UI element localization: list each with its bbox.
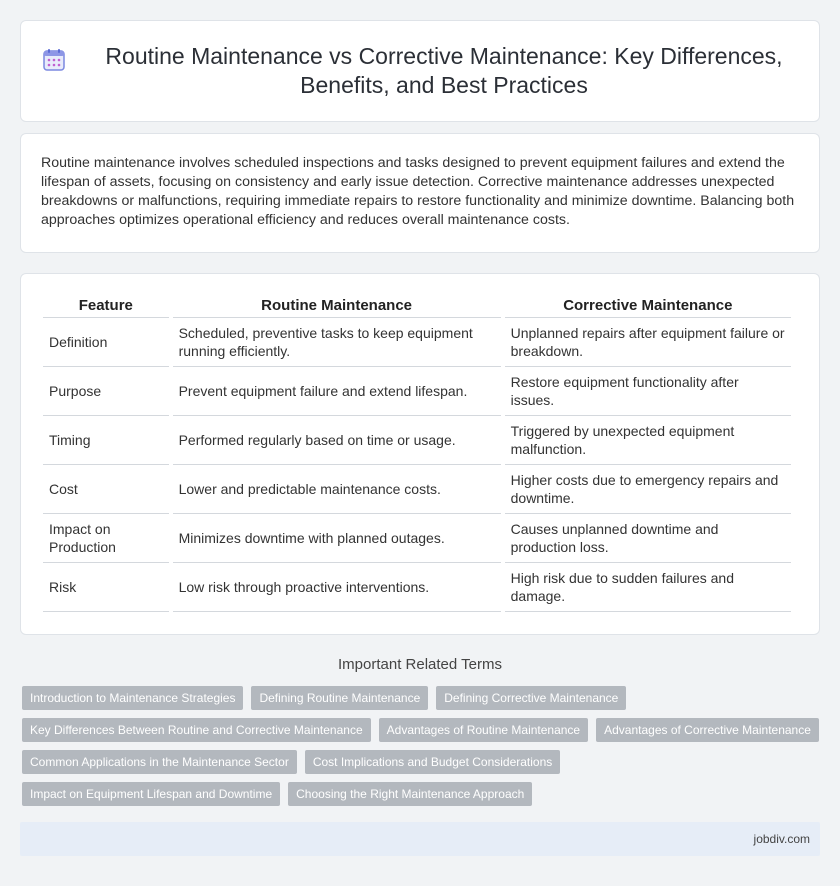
- related-term-tag[interactable]: Common Applications in the Maintenance Sector: [22, 750, 297, 774]
- related-terms-list: [22, 686, 822, 806]
- related-term-tag[interactable]: Advantages of Routine Maintenance: [379, 718, 588, 742]
- footer-site-link[interactable]: jobdiv.com: [753, 832, 810, 846]
- routine-cell: Scheduled, preventive tasks to keep equipment running efficiently.: [173, 318, 501, 367]
- feature-cell: Purpose: [43, 367, 169, 416]
- table-row: [43, 563, 791, 612]
- related-term-tag[interactable]: Choosing the Right Maintenance Approach: [288, 782, 532, 806]
- related-term-tag[interactable]: Advantages of Corrective Maintenance: [596, 718, 819, 742]
- column-header-routine: Routine Maintenance: [173, 296, 501, 318]
- corrective-cell: Triggered by unexpected equipment malfunction.: [505, 416, 791, 465]
- corrective-cell: High risk due to sudden failures and damage.: [505, 563, 791, 612]
- routine-cell: Low risk through proactive interventions.: [173, 563, 501, 612]
- routine-cell: Prevent equipment failure and extend lifespan.: [173, 367, 501, 416]
- feature-cell: Definition: [43, 318, 169, 367]
- footer: [20, 822, 820, 856]
- table-row: [43, 367, 791, 416]
- related-terms-title: Important Related Terms: [338, 656, 502, 673]
- related-term-tag[interactable]: Impact on Equipment Lifespan and Downtime: [22, 782, 280, 806]
- related-term-tag[interactable]: Cost Implications and Budget Considerations: [305, 750, 560, 774]
- intro-paragraph: Routine maintenance involves scheduled inspections and tasks designed to prevent equipment failures and extend the lifespan of assets, focusing on consistency and early issue detection. Corrective maintenance addresses unexpected breakdowns or malfunctions, requiring immediate repairs to restore functionality and minimize downtime. Balancing both approaches optimizes operational efficiency and reduces overall maintenance costs.: [41, 155, 795, 228]
- table-row: [43, 416, 791, 465]
- page-title: Routine Maintenance vs Corrective Maintenance: Key Differences, Benefits, and Best Practices: [105, 43, 783, 98]
- calendar-icon: [41, 47, 67, 73]
- feature-cell: Cost: [43, 465, 169, 514]
- feature-cell: Timing: [43, 416, 169, 465]
- comparison-card: [20, 273, 820, 635]
- routine-cell: Minimizes downtime with planned outages.: [173, 514, 501, 563]
- table-header-row: [43, 296, 791, 318]
- table-row: [43, 514, 791, 563]
- corrective-cell: Unplanned repairs after equipment failure or breakdown.: [505, 318, 791, 367]
- column-header-corrective: Corrective Maintenance: [505, 296, 791, 318]
- feature-cell: Risk: [43, 563, 169, 612]
- routine-cell: Lower and predictable maintenance costs.: [173, 465, 501, 514]
- corrective-cell: Restore equipment functionality after issues.: [505, 367, 791, 416]
- routine-cell: Performed regularly based on time or usage.: [173, 416, 501, 465]
- table-row: [43, 465, 791, 514]
- intro-card: [20, 133, 820, 253]
- related-term-tag[interactable]: Key Differences Between Routine and Corrective Maintenance: [22, 718, 371, 742]
- related-term-tag[interactable]: Defining Routine Maintenance: [251, 686, 428, 710]
- comparison-table: [39, 296, 795, 612]
- table-row: [43, 318, 791, 367]
- column-header-feature: Feature: [43, 296, 169, 318]
- corrective-cell: Higher costs due to emergency repairs and downtime.: [505, 465, 791, 514]
- feature-cell: Impact on Production: [43, 514, 169, 563]
- related-term-tag[interactable]: Defining Corrective Maintenance: [436, 686, 626, 710]
- header-card: [20, 20, 820, 122]
- related-term-tag[interactable]: Introduction to Maintenance Strategies: [22, 686, 243, 710]
- corrective-cell: Causes unplanned downtime and production loss.: [505, 514, 791, 563]
